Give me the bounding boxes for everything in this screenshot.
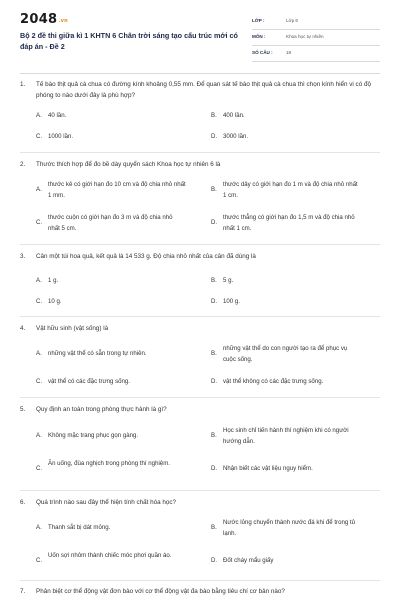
question-stem: Quá trình nào sau đây thể hiện tính chất hóa học? bbox=[36, 499, 177, 506]
option-text: Ăn uống, đùa nghịch trong phòng thí nghiệm. bbox=[48, 460, 170, 467]
option-text: thước kẻ có giới hạn đo 10 cm và độ chia nhỏ nhất 1 mm. bbox=[48, 181, 186, 199]
option-letter: B. bbox=[211, 350, 217, 357]
question-stem: Quy định an toàn trong phòng thực hành là gì? bbox=[36, 406, 167, 413]
option-letter: D. bbox=[211, 133, 218, 140]
option-letter: B. bbox=[211, 112, 217, 119]
option-letter: A. bbox=[36, 186, 42, 193]
option-letter: C. bbox=[36, 133, 43, 140]
option-letter: C. bbox=[36, 465, 43, 472]
site-logo[interactable] bbox=[20, 12, 68, 27]
option-text: vật thể không có các đặc trưng sống. bbox=[223, 378, 324, 385]
option-text: 100 g. bbox=[223, 298, 240, 305]
logo-text: 2048 bbox=[20, 12, 58, 27]
option-letter: D. bbox=[211, 298, 218, 305]
option-text: 1 g. bbox=[48, 277, 59, 284]
option-text: 1000 lần. bbox=[48, 133, 74, 140]
option-letter: A. bbox=[36, 277, 42, 284]
option-text: 3000 lần. bbox=[223, 133, 249, 140]
option-text: 400 lần. bbox=[223, 112, 245, 119]
option-letter: D. bbox=[211, 219, 218, 226]
option-letter: C. bbox=[36, 378, 43, 385]
question-stem: Tế bào thịt quả cà chua có đường kính khoảng 0,55 mm. Để quan sát tế bào thịt quả cà chua thì chọn kính hiển vi có độ phóng to nào dưới đây là phù hợp? bbox=[36, 81, 371, 99]
option-text: Nhận biết các vật liệu nguy hiểm. bbox=[223, 465, 313, 472]
option-text: Không mặc trang phục gọn gàng. bbox=[48, 432, 139, 439]
question-divider bbox=[20, 244, 380, 245]
meta-value: 18 bbox=[286, 50, 292, 55]
question-divider bbox=[20, 397, 380, 398]
question-number: 2. bbox=[20, 161, 26, 168]
option-text: Đốt cháy mẩu giấy bbox=[223, 557, 274, 564]
question-number: 7. bbox=[20, 588, 26, 595]
option-letter: D. bbox=[211, 465, 218, 472]
meta-value: Khoa học tự nhiên bbox=[286, 34, 324, 39]
option-letter: B. bbox=[211, 186, 217, 193]
question-stem: Thước thích hợp để đo bề dày quyển sách Khoa học tự nhiên 6 là bbox=[36, 161, 221, 168]
meta-value: Lớp 6 bbox=[286, 18, 298, 23]
question-divider bbox=[20, 316, 380, 317]
question-stem: Phân biệt cơ thể động vật đơn bào với cơ thể động vật đa bào bằng tiêu chí cơ bản nào? bbox=[36, 588, 285, 595]
question-number: 3. bbox=[20, 253, 26, 260]
meta-row-count bbox=[252, 46, 380, 62]
document-header bbox=[0, 0, 400, 68]
question-stem: Cân một túi hoa quả, kết quả là 14 533 g. Độ chia nhỏ nhất của cân đã dùng là bbox=[36, 253, 256, 260]
option-text: Nước lỏng chuyển thành nước đá khi để trong tủ lạnh. bbox=[223, 519, 356, 537]
option-letter: A. bbox=[36, 112, 42, 119]
header-divider bbox=[20, 73, 380, 74]
document-title: Bộ 2 đề thi giữa kì 1 KHTN 6 Chân trời sáng tạo cấu trúc mới có đáp án - Đề 2 bbox=[20, 31, 238, 51]
option-letter: C. bbox=[36, 219, 43, 226]
meta-row-subject bbox=[252, 30, 380, 46]
option-text: thước thẳng có giới hạn đo 1,5 m và độ chia nhỏ nhất 1 cm. bbox=[223, 214, 355, 232]
option-text: 40 lần. bbox=[48, 112, 67, 119]
logo-suffix: .vn bbox=[58, 18, 69, 24]
option-letter: A. bbox=[36, 350, 42, 357]
option-letter: B. bbox=[211, 277, 217, 284]
option-letter: C. bbox=[36, 298, 43, 305]
option-text: 10 g. bbox=[48, 298, 62, 305]
question-number: 1. bbox=[20, 81, 26, 88]
option-text: những vật thể do con người tạo ra để phục vụ cuộc sống. bbox=[223, 345, 348, 363]
meta-info-table bbox=[252, 14, 380, 62]
option-text: Thanh sắt bị dát mỏng. bbox=[48, 524, 111, 531]
option-letter: D. bbox=[211, 557, 218, 564]
option-text: Uốn sợi nhôm thành chiếc móc phơi quần áo. bbox=[48, 552, 172, 559]
option-text: thước cuộn có giới hạn đo 3 m và độ chia nhỏ nhất 5 cm. bbox=[48, 214, 173, 232]
meta-key: SỐ CÂU : bbox=[252, 50, 273, 55]
option-text: 5 g. bbox=[223, 277, 234, 284]
option-letter: D. bbox=[211, 378, 218, 385]
option-letter: B. bbox=[211, 432, 217, 439]
meta-key: LỚP : bbox=[252, 18, 265, 23]
option-text: thước dây có giới hạn đo 1 m và độ chia nhỏ nhất 1 cm. bbox=[223, 181, 358, 199]
question-number: 4. bbox=[20, 325, 26, 332]
question-divider bbox=[20, 152, 380, 153]
option-letter: A. bbox=[36, 524, 42, 531]
meta-key: MÔN : bbox=[252, 34, 266, 39]
option-letter: C. bbox=[36, 557, 43, 564]
option-text: những vật thể có sẵn trong tự nhiên. bbox=[48, 350, 147, 357]
question-stem: Vật hữu sinh (vật sống) là bbox=[36, 325, 109, 332]
question-number: 6. bbox=[20, 499, 26, 506]
option-letter: B. bbox=[211, 524, 217, 531]
option-letter: A. bbox=[36, 432, 42, 439]
meta-row-class bbox=[252, 14, 380, 30]
question-divider bbox=[20, 490, 380, 491]
option-text: Học sinh chỉ tiến hành thí nghiệm khi có người hướng dẫn. bbox=[223, 427, 349, 445]
question-number: 5. bbox=[20, 406, 26, 413]
option-text: vật thể có các đặc trưng sống. bbox=[48, 378, 130, 385]
question-divider bbox=[20, 580, 380, 581]
